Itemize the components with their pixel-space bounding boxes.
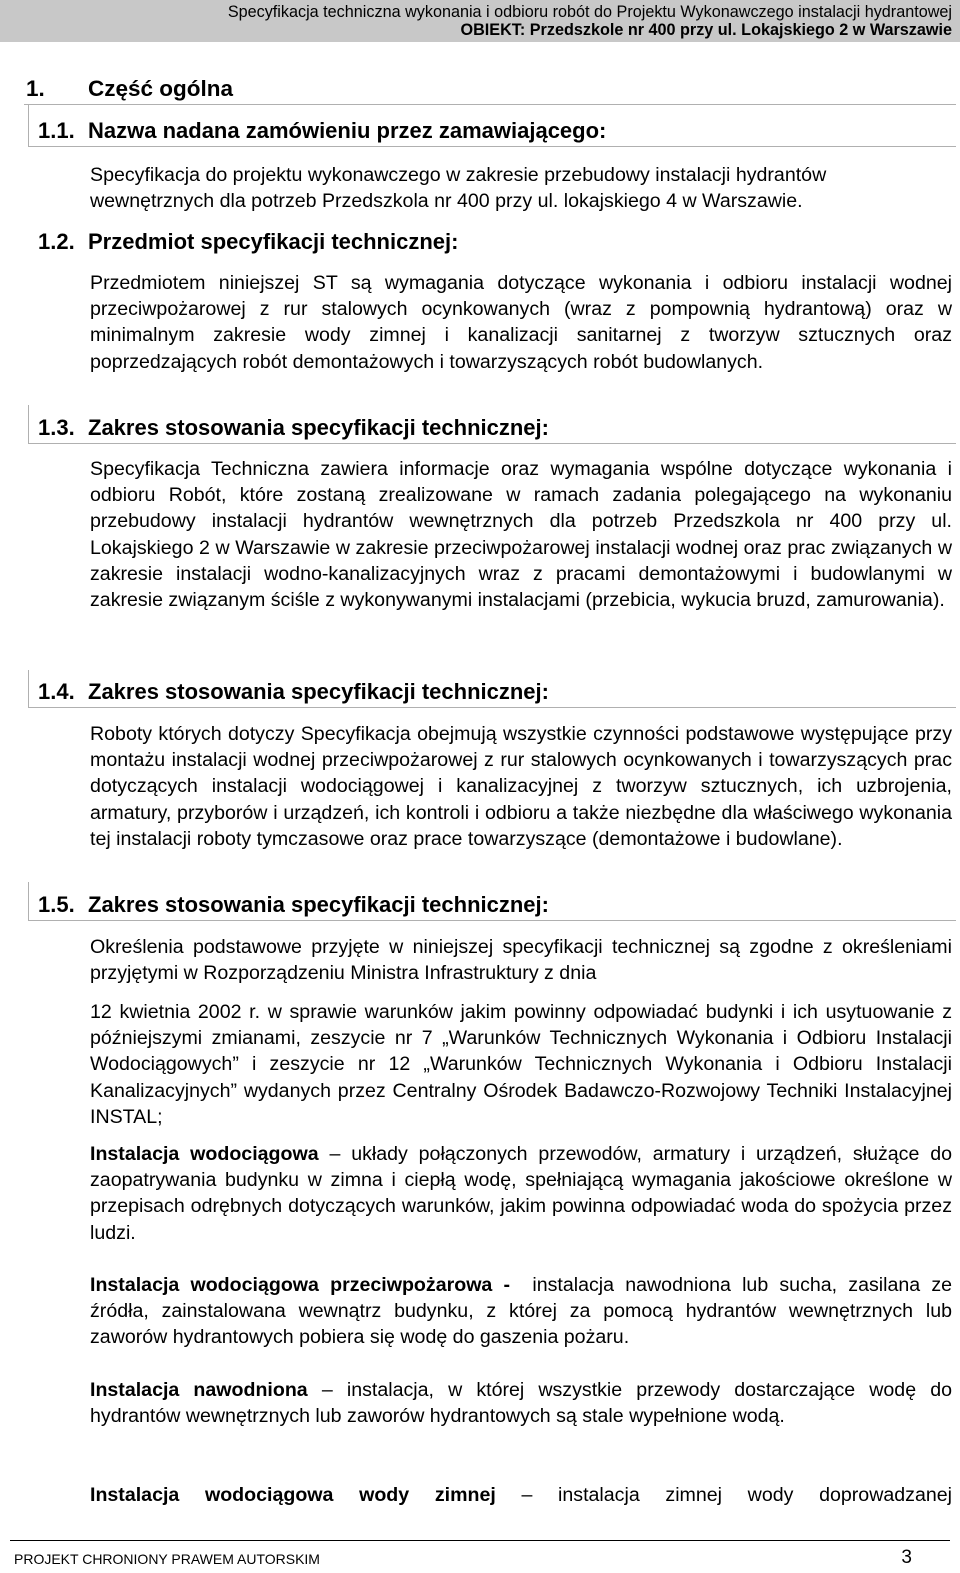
definition-text: instalacja zimnej wody doprowadzanej — [558, 1484, 952, 1506]
paragraph-1-3: Specyfikacja Techniczna zawiera informacje oraz wymagania wspólne dotyczące wykonania i odbioru Robót, które zostaną zrealizowane w ramach zadania polegającego na wykonaniu przebudowy instalacji hydrantów wewnętrznych dla potrzeb Przedszkola nr 400 przy ul. Lokajskiego 2 w Warszawie w zakresie przeciwpożarowej instalacji wodnej oraz prac związanych w zakresie instalacji wodno-kanalizacyjnych wraz z pracami demontażowymi i budowlanymi w zakresie związanym ściśle z wykonywanymi instalacjami (przebicia, wykucia bruzd, zamurowania). — [90, 458, 952, 612]
subsection-title: Zakres stosowania specyfikacji technicznej: — [88, 415, 549, 440]
paragraph-1-4: Roboty których dotyczy Specyfikacja obejmują wszystkie czynności podstawowe występujące przy montażu instalacji wodnej przeciwpożarowej z rur stalowych ocynkowanych i towarzyszących prac dotyczących instalacji wodociągowej i kanalizacyjnej z tworzyw sztucznych, ich uzbrojenia, armatury, przyborów i urządzeń, ich kontroli i odbioru a także niezbędne dla właściwego wykonania tej instalacji roboty tymczasowe oraz prace towarzyszące (demontażowe i budowlane). — [90, 723, 952, 850]
section-title: Część ogólna — [88, 76, 234, 101]
header-document-title: Specyfikacja techniczna wykonania i odbioru robót do Projektu Wykonawczego instalacji hydrantowej — [227, 3, 952, 21]
subsection-number: 1.2. — [38, 229, 75, 254]
paragraph-1-1 — [90, 162, 952, 214]
subsection-title: Nazwa nadana zamówieniu przez zamawiającego: — [88, 118, 607, 143]
definition-cold-water-installation — [90, 1482, 952, 1508]
definition-text: instalacja, w której wszystkie przewody dostarczające wodę do hydrantów wewnętrznych lub zaworów hydrantowych są stale wypełnione wodą. — [90, 1379, 953, 1428]
paragraph-1-2: Przedmiotem niniejszej ST są wymagania dotyczące wykonania i odbioru instalacji wodnej przeciwpożarowej z rur stalowych ocynkowanych (wraz z pompownią hydrantową) oraz w minimalnym zakresie wody zimnej i kanalizacji sanitarnej z tworzyw sztucznych oraz poprzedzających robót demontażowych i towarzyszących robót budowlanych. — [90, 272, 952, 373]
definition-separator: – — [495, 1484, 559, 1506]
subsection-number: 1.1. — [38, 118, 75, 143]
divider — [28, 105, 29, 147]
page-number: 3 — [901, 1547, 912, 1568]
subsection-heading-1-1 — [38, 118, 606, 144]
divider — [28, 707, 956, 708]
definition-text: instalacja nawodniona lub sucha, zasilana ze źródła, zainstalowana wewnątrz budynku, z której za pomocą hydrantów wewnętrznych lub zaworów hydrantowych pobiera się wodę do gaszenia pożaru. — [90, 1274, 953, 1349]
divider — [28, 443, 956, 444]
subsection-title: Zakres stosowania specyfikacji technicznej: — [88, 679, 549, 704]
subsection-heading-1-3 — [38, 415, 549, 441]
subsection-title: Przedmiot specyfikacji technicznej: — [88, 229, 459, 254]
definition-term: Instalacja wodociągowa — [90, 1143, 319, 1165]
divider — [28, 670, 29, 708]
subsection-number: 1.3. — [38, 415, 75, 440]
definition-term: Instalacja wodociągowa wody zimnej — [90, 1484, 496, 1506]
subsection-heading-1-5 — [38, 892, 549, 918]
divider — [28, 882, 29, 921]
header-object-line: OBIEKT: Przedszkole nr 400 przy ul. Lokajskiego 2 w Warszawie — [460, 21, 952, 39]
divider — [28, 405, 29, 444]
section-number: 1. — [26, 76, 45, 101]
text-line: Specyfikacja do projektu wykonawczego w zakresie przebudowy instalacji hydrantów — [90, 164, 827, 186]
definition-text: układy połączonych przewodów, armatury i urządzeń, służące do zaopatrywania budynku w zimna i ciepłą wodę, spełniającą wymagania jakościowe określone w przepisach odrębnych dotyczących warunków, jakim powinna odpowiadać woda do spożycia przez ludzi. — [90, 1143, 952, 1244]
definition-separator: – — [318, 1143, 352, 1165]
definition-separator: – — [307, 1379, 347, 1401]
paragraph-1-5-intro: Określenia podstawowe przyjęte w niniejszej specyfikacji technicznej są zgodne z określeniami przyjętymi w Rozporządzeniu Ministra Infrastruktury z dnia — [90, 936, 952, 985]
subsection-heading-1-4 — [38, 679, 549, 705]
definition-water-installation — [90, 1141, 952, 1246]
text-line: wewnętrznych dla potrzeb Przedszkola nr 400 przy ul. lokajskiego 4 w Warszawie. — [90, 190, 803, 213]
subsection-number: 1.4. — [38, 679, 75, 704]
section-heading-1 — [26, 76, 233, 102]
definition-separator — [510, 1274, 532, 1296]
definition-wet-installation — [90, 1377, 952, 1429]
subsection-number: 1.5. — [38, 892, 75, 917]
definition-term: Instalacja nawodniona — [90, 1379, 308, 1401]
footer-divider — [10, 1540, 950, 1541]
definition-term: Instalacja wodociągowa przeciwpożarowa - — [90, 1274, 511, 1296]
divider — [28, 146, 956, 147]
subsection-heading-1-2 — [38, 229, 458, 255]
paragraph-1-5-regulation: 12 kwietnia 2002 r. w sprawie warunków jakim powinny odpowiadać budynki i ich usytuowanie z późniejszymi zmianami, zeszycie nr 7 „Warunków Technicznych Wykonania i Odbioru Instalacji Wodociągowych” i zeszycie nr 12 „Warunków Technicznych Wykonania i Odbioru Instalacji Kanalizacyjnych” wydanych przez Centralny Ośrodek Badawczo-Rozwojowy Techniki Instalacyjnej INSTAL; — [90, 1001, 952, 1128]
definition-fire-installation — [90, 1272, 952, 1351]
footer-copyright: PROJEKT CHRONIONY PRAWEM AUTORSKIM — [14, 1551, 320, 1567]
divider — [28, 920, 956, 921]
subsection-title: Zakres stosowania specyfikacji technicznej: — [88, 892, 549, 917]
divider — [24, 104, 956, 105]
